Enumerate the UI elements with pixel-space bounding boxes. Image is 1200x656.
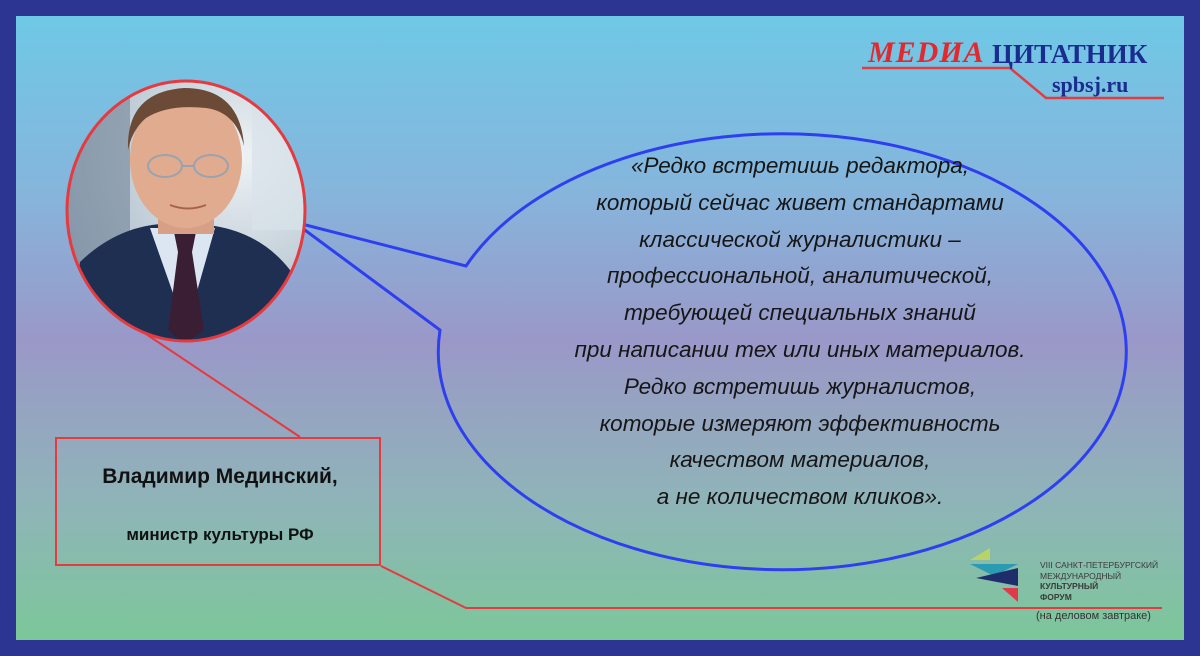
quote-line: «Редко встретишь редактора, <box>630 153 970 178</box>
quote-line: а не количеством кликов». <box>656 484 944 510</box>
quote-line: которые измеряют эффективность <box>599 410 1001 436</box>
forum-caption <box>1040 560 1158 602</box>
speaker-name: Владимир Мединский, <box>102 465 338 488</box>
quote-text <box>470 148 1130 516</box>
speaker-title: министр культуры РФ <box>126 525 314 544</box>
brand-citatnik: ЦИТАТНИК <box>992 39 1148 69</box>
forum-logo-icon <box>968 546 1020 602</box>
quote-line: Редко встретишь журналистов, <box>623 373 977 399</box>
quote-line: качеством материалов, <box>669 447 931 473</box>
quote-line: профессиональной, аналитической, <box>607 263 993 289</box>
speaker-portrait <box>60 75 320 345</box>
brand-logo <box>862 34 1162 106</box>
connector-line-portrait <box>140 330 300 437</box>
forum-line: ФОРУМ <box>1040 591 1072 602</box>
forum-line: МЕЖДУНАРОДНЫЙ <box>1040 570 1122 581</box>
speaker-card <box>55 437 381 566</box>
brand-media: MEDИА <box>868 36 985 69</box>
brand-site: spbsj.ru <box>1052 72 1129 97</box>
quote-line: который сейчас живет стандартами <box>596 189 1004 215</box>
quote-line: при написании тех или иных материалов. <box>574 336 1026 362</box>
quote-line: требующей специальных знаний <box>624 300 976 326</box>
forum-line: КУЛЬТУРНЫЙ <box>1040 581 1099 591</box>
forum-note: (на деловом завтраке) <box>1036 610 1151 622</box>
forum-line: VIII САНКТ-ПЕТЕРБУРГСКИЙ <box>1040 560 1159 570</box>
quote-line: классической журналистики – <box>639 226 961 252</box>
